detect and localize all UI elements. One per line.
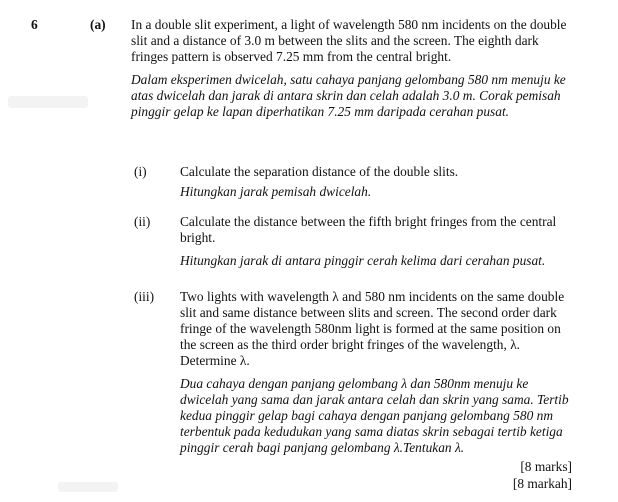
subpart-label-iii: (iii) <box>134 289 155 304</box>
question-part: (a) <box>90 17 106 32</box>
marks-english: [8 marks] <box>520 459 572 474</box>
subpart-iii-malay: Dua cahaya dengan panjang gelombang λ dan 580nm menuju ke dwicelah yang sama dan jarak antara celah dan skrin yang sama. Tertib kedua pinggir gelap bagi cahaya dengan panjang gelombang 580 nm terbentuk pada kedudukan yang sama diatas skrin sebagai tertib ketiga pinggir cerah bagi panjang gelombang λ.Tentukan λ. <box>180 376 569 455</box>
marks-malay: [8 markah] <box>512 476 572 491</box>
subpart-ii-english: Calculate the distance between the fifth bright fringes from the central bright. <box>180 214 557 245</box>
question-number: 6 <box>31 17 38 32</box>
subpart-label-ii: (ii) <box>134 214 151 229</box>
intro-malay: Dalam eksperimen dwicelah, satu cahaya panjang gelombang 580 nm menuju ke atas dwicelah dan jarak di antara skrin dan celah adalah 3.0 m. Corak pemisah pinggir gelap ke lapan diperhatikan 7.25 mm daripada cerahan pusat. <box>131 72 566 119</box>
subpart-label-i: (i) <box>134 164 147 179</box>
subpart-ii-malay: Hitungkan jarak di antara pinggir cerah kelima dari cerahan pusat. <box>180 253 546 268</box>
intro-english: In a double slit experiment, a light of wavelength 580 nm incidents on the double slit and a distance of 3.0 m between the slits and the screen. The eighth dark fringes pattern is observed 7.25 mm from the central bright. <box>131 17 567 64</box>
subpart-iii-english: Two lights with wavelength λ and 580 nm incidents on the same double slit and same distance between slits and screen. The second order dark fringe of the wavelength 580nm light is formed at the same position on the screen as the third order bright fringes of the wavelength, λ. Determine λ. <box>180 289 565 368</box>
scan-smudge <box>8 96 88 108</box>
subpart-i-english: Calculate the separation distance of the double slits. <box>180 164 459 179</box>
scan-smudge <box>58 482 118 492</box>
subpart-i-malay: Hitungkan jarak pemisah dwicelah. <box>180 184 372 199</box>
